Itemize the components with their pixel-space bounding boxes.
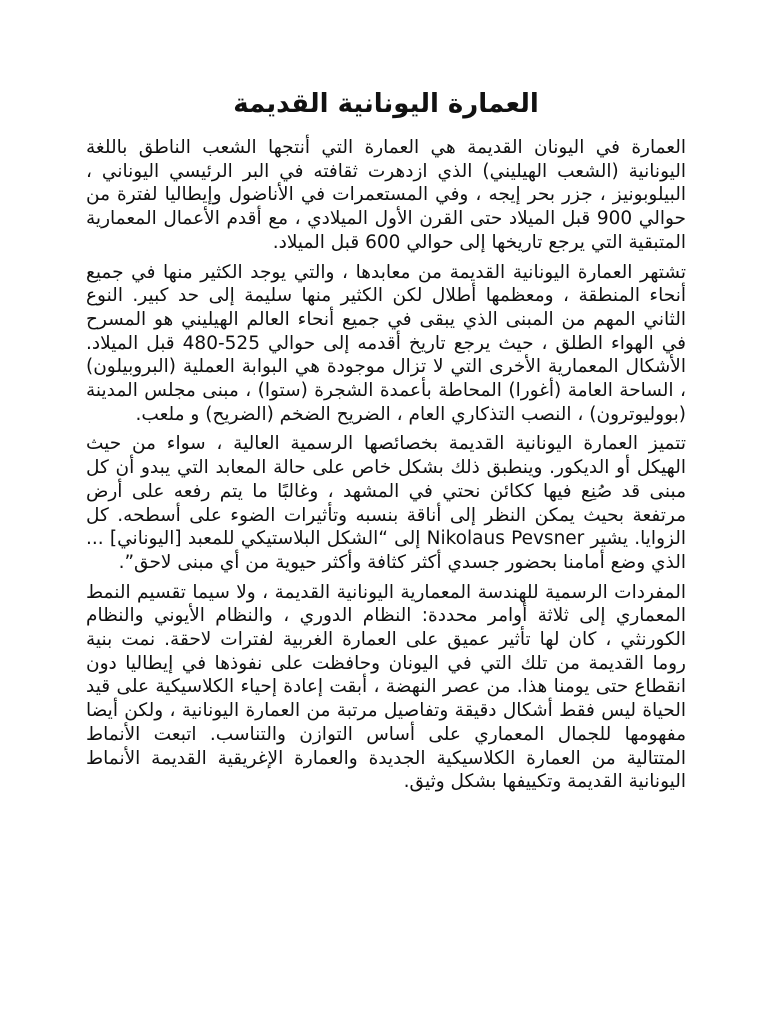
document-page bbox=[86, 84, 686, 800]
paragraph-intro: العمارة في اليونان القديمة هي العمارة التي أنتجها الشعب الناطق باللغة اليونانية (الشعب الهيليني) الذي ازدهرت ثقافته في البر الرئيسي اليوناني ، البيلوبونيز ، جزر بحر إيجه ، وفي المستعمرات في الأناضول وإيطاليا لفترة من حوالي 900 قبل الميلاد حتى القرن الأول الميلادي ، مع أقدم الأعمال المعمارية المتبقية التي يرجع تاريخها إلى حوالي 600 قبل الميلاد. bbox=[86, 137, 686, 253]
paragraph-formal-qualities: تتميز العمارة اليونانية القديمة بخصائصها الرسمية العالية ، سواء من حيث الهيكل أو الديكور. وينطبق ذلك بشكل خاص على حالة المعابد التي يبدو أن كل مبنى قد صُنِع فيها ككائن نحتي في المشهد ، وغالبًا ما يتم رفعه على أرض مرتفعة بحيث يمكن النظر إلى أناقة بنسبه وتأثيرات الضوء على أسطحه. كل الزوايا. يشير Nikolaus Pevsner إلى “الشكل البلاستيكي للمعبد [اليوناني] ... الذي وضع أمامنا بحضور جسدي أكثر كثافة وأكثر حيوية من أي مبنى لاحق”. bbox=[86, 433, 686, 573]
paragraph-temples-theatres: تشتهر العمارة اليونانية القديمة من معابدها ، والتي يوجد الكثير منها في جميع أنحاء المنطقة ، ومعظمها أطلال لكن الكثير منها سليمة إلى حد كبير. النوع الثاني المهم من المبنى الذي يبقى في جميع أنحاء العالم الهيليني هو المسرح في الهواء الطلق ، حيث يرجع تاريخ أقدمه إلى حوالي 525-480 قبل الميلاد. الأشكال المعمارية الأخرى التي لا تزال موجودة هي البوابة العملية (البروبيلون) ، الساحة العامة (أغورا) المحاطة بأعمدة الشجرة (ستوا) ، مبنى مجلس المدينة (بووليوترون) ، النصب التذكاري العام ، الضريح الضخم (الضريح) و ملعب. bbox=[86, 261, 686, 425]
page-title: العمارة اليونانية القديمة bbox=[233, 89, 539, 119]
paragraph-orders-influence: المفردات الرسمية للهندسة المعمارية اليونانية القديمة ، ولا سيما تقسيم النمط المعماري إلى ثلاثة أوامر محددة: النظام الدوري ، والنظام الأيوني والنظام الكورنثي ، كان لها تأثير عميق على العمارة الغربية لفترات لاحقة. نمت بنية روما القديمة من تلك التي في اليونان وحافظت على نفوذها في إيطاليا دون انقطاع حتى يومنا هذا. من عصر النهضة ، أبقت إعادة إحياء الكلاسيكية على قيد الحياة ليس فقط أشكال دقيقة وتفاصيل مرتبة من العمارة اليونانية ، ولكن أيضا مفهومها للجمال المعماري على أساس التوازن والتناسب. اتبعت الأنماط المتتالية من العمارة الكلاسيكية الجديدة والعمارة الإغريقية القديمة الأنماط اليونانية القديمة وتكييفها بشكل وثيق. bbox=[86, 581, 686, 793]
